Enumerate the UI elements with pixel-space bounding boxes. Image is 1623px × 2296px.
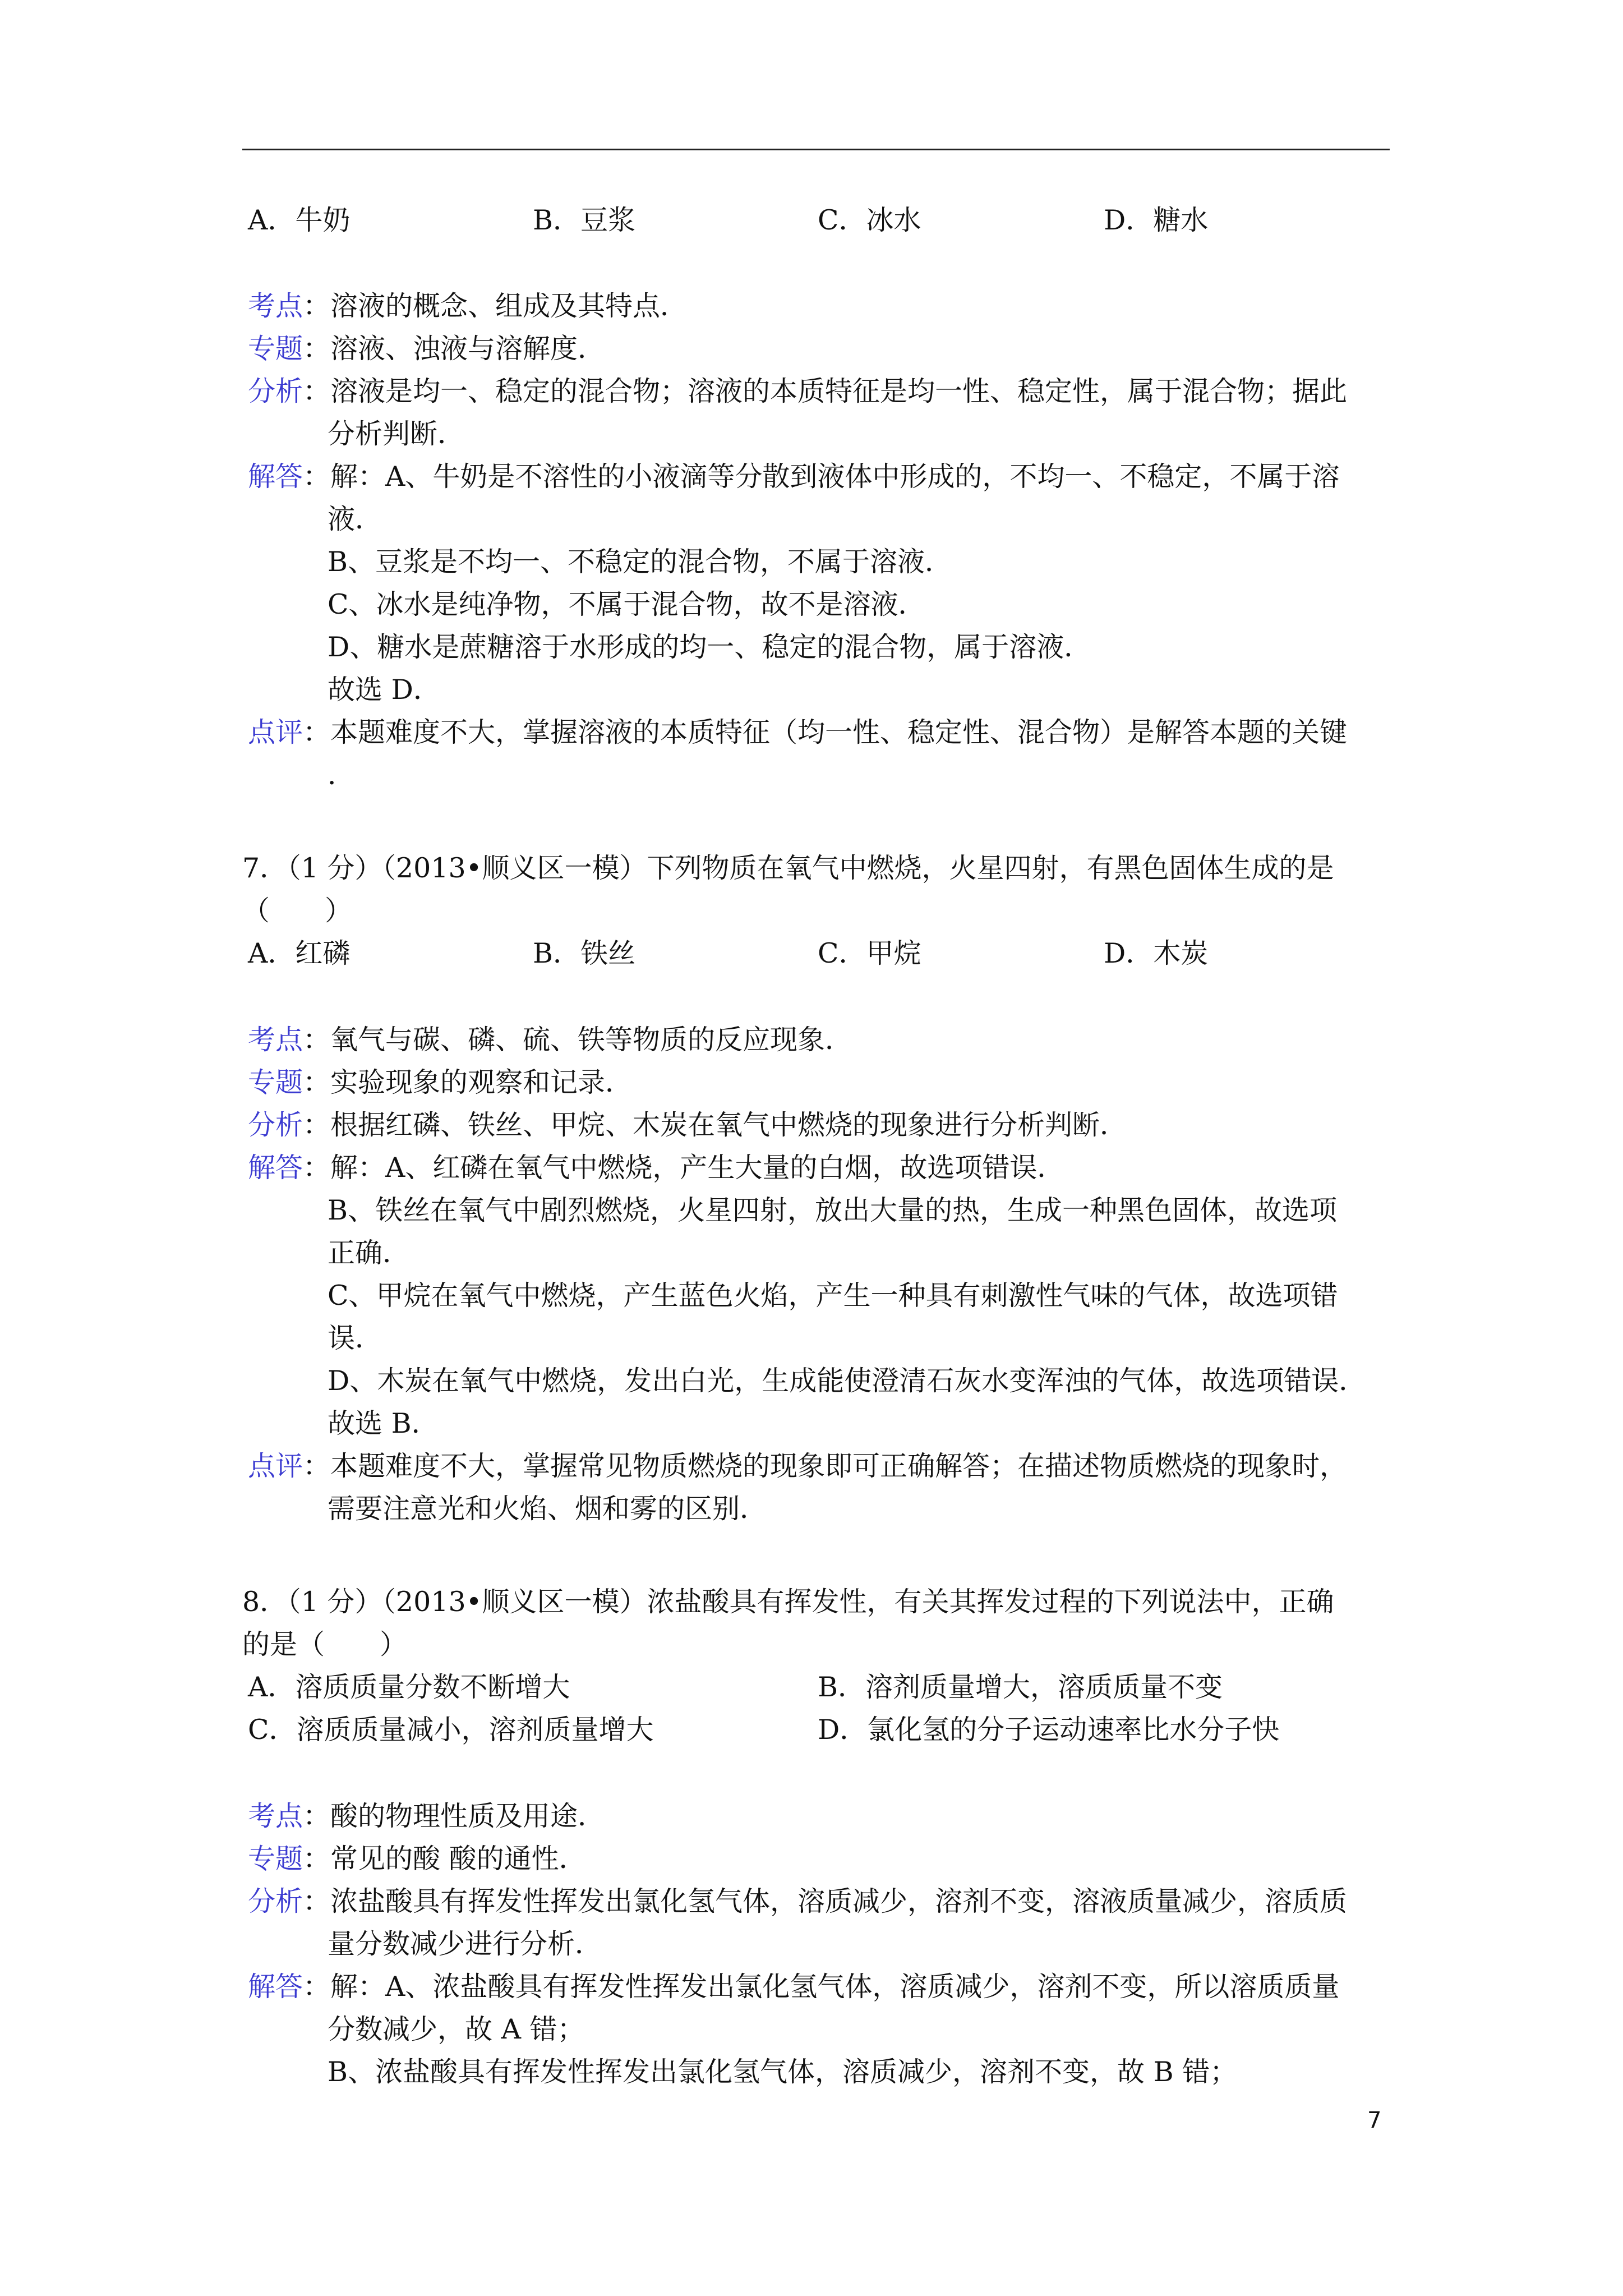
q7-kaodian	[248, 1019, 852, 1061]
q7-jieda	[248, 1147, 1064, 1189]
q6-jieda-line3: B、豆浆是不均一、不稳定的混合物，不属于溶液．	[328, 546, 953, 578]
q8-fenxi	[248, 1880, 1347, 1923]
q6-kaodian-text: ：溶液的概念、组成及其特点．	[303, 290, 688, 322]
q7-choice-b: B．铁丝	[533, 937, 636, 969]
q7-jieda-label: 解答	[248, 1152, 303, 1184]
q6-zhuanti-label: 专题	[248, 333, 303, 365]
q6-dianping-label: 点评	[248, 716, 303, 748]
q7-jieda-line4: C、甲烷在氧气中燃烧，产生蓝色火焰，产生一种具有刺激性气味的气体，故选项错	[328, 1280, 1338, 1312]
q6-fenxi-line1: ：溶液是均一、稳定的混合物；溶液的本质特征是均一性、稳定性，属于混合物；据此	[303, 375, 1348, 407]
q7-jieda-line7: 故选 B．	[328, 1407, 439, 1439]
q8-kaodian	[248, 1795, 605, 1838]
q8-jieda-line1: ：解：A、浓盐酸具有挥发性挥发出氯化氢气体，溶质减少，溶剂不变，所以溶质质量	[303, 1971, 1340, 2003]
q6-zhuanti	[248, 328, 605, 370]
q6-choice-d: D．糖水	[1104, 204, 1209, 236]
q7-title-line2: （ ）	[242, 895, 353, 927]
q8-choice-c: C．溶质质量减小，溶剂质量增大	[248, 1714, 654, 1746]
q8-title-line2: 的是（ ）	[242, 1628, 408, 1660]
q7-fenxi	[248, 1104, 1127, 1147]
q6-jieda	[248, 455, 1339, 498]
q7-jieda-line6: D、木炭在氧气中燃烧，发出白光，生成能使澄清石灰水变浑浊的气体，故选项错误．	[328, 1365, 1367, 1397]
q7-choice-d: D．木炭	[1104, 937, 1209, 969]
q6-choice-b: B．豆浆	[533, 204, 636, 236]
q7-jieda-line5: 误．	[328, 1322, 383, 1354]
q6-fenxi	[248, 370, 1347, 413]
q8-choice-a: A．溶质质量分数不断增大	[248, 1671, 570, 1703]
q6-dianping-line2: ．	[328, 759, 356, 791]
q8-fenxi-label: 分析	[248, 1885, 303, 1917]
q7-fenxi-label: 分析	[248, 1109, 303, 1141]
q7-zhuanti	[248, 1061, 633, 1104]
q8-kaodian-label: 考点	[248, 1800, 303, 1832]
q7-dianping	[248, 1445, 1347, 1488]
q8-choice-d: D．氯化氢的分子运动速率比水分子快	[818, 1714, 1280, 1746]
q7-fenxi-line1: ：根据红磷、铁丝、甲烷、木炭在氧气中燃烧的现象进行分析判断．	[303, 1109, 1128, 1141]
q7-choice-a: A．红磷	[248, 937, 351, 969]
q8-zhuanti-label: 专题	[248, 1843, 303, 1875]
q8-fenxi-line1: ：浓盐酸具有挥发性挥发出氯化氢气体，溶质减少，溶剂不变，溶液质量减少，溶质质	[303, 1885, 1348, 1917]
q8-zhuanti	[248, 1838, 587, 1880]
q8-jieda-label: 解答	[248, 1971, 303, 2003]
q7-jieda-line2: B、铁丝在氧气中剧烈燃烧，火星四射，放出大量的热，生成一种黑色固体，故选项	[328, 1194, 1338, 1226]
q8-fenxi-line2: 量分数减少进行分析．	[328, 1928, 603, 1960]
q8-kaodian-text: ：酸的物理性质及用途．	[303, 1800, 606, 1832]
q6-jieda-line4: C、冰水是纯净物，不属于混合物，故不是溶液．	[328, 588, 926, 620]
q8-title-line1: 8．（1 分）（2013•顺义区一模）浓盐酸具有挥发性，有关其挥发过程的下列说法中，正确	[242, 1586, 1334, 1618]
q6-jieda-label: 解答	[248, 461, 303, 493]
q8-choice-b: B．溶剂质量增大，溶质质量不变	[818, 1671, 1223, 1703]
q7-kaodian-text: ：氧气与碳、磷、硫、铁等物质的反应现象．	[303, 1024, 853, 1056]
q7-zhuanti-label: 专题	[248, 1066, 303, 1098]
q7-jieda-line3: 正确．	[328, 1237, 411, 1269]
q8-zhuanti-text: ：常见的酸 酸的通性．	[303, 1843, 587, 1875]
q6-choice-c: C．冰水	[818, 204, 921, 236]
q6-kaodian	[248, 285, 688, 328]
q8-jieda-line3: B、浓盐酸具有挥发性挥发出氯化氢气体，溶质减少，溶剂不变，故 B 错；	[328, 2056, 1238, 2088]
q8-jieda	[248, 1966, 1339, 2008]
q6-dianping	[248, 711, 1347, 754]
q7-kaodian-label: 考点	[248, 1024, 303, 1056]
page-number: 7	[1367, 2108, 1382, 2133]
q7-title-line1: 7．（1 分）（2013•顺义区一模）下列物质在氧气中燃烧，火星四射，有黑色固体生成的是	[242, 852, 1334, 884]
q6-jieda-line1: ：解：A、牛奶是不溶性的小液滴等分散到液体中形成的，不均一、不稳定，不属于溶	[303, 461, 1340, 493]
q7-dianping-label: 点评	[248, 1450, 303, 1482]
q6-jieda-line6: 故选 D．	[328, 674, 441, 706]
q7-dianping-line2: 需要注意光和火焰、烟和雾的区别．	[328, 1493, 768, 1525]
q6-choice-a: A．牛奶	[248, 204, 351, 236]
q6-fenxi-label: 分析	[248, 375, 303, 407]
q7-zhuanti-text: ：实验现象的观察和记录．	[303, 1066, 633, 1098]
q7-jieda-line1: ：解：A、红磷在氧气中燃烧，产生大量的白烟，故选项错误．	[303, 1152, 1065, 1184]
q6-zhuanti-text: ：溶液、浊液与溶解度．	[303, 333, 606, 365]
q8-jieda-line2: 分数减少，故 A 错；	[328, 2013, 585, 2045]
header-rule	[242, 149, 1390, 150]
q6-jieda-line2: 液．	[328, 503, 383, 535]
q6-kaodian-label: 考点	[248, 290, 303, 322]
q6-fenxi-line2: 分析判断．	[328, 418, 465, 450]
q7-dianping-line1: ：本题难度不大，掌握常见物质燃烧的现象即可正确解答；在描述物质燃烧的现象时，	[303, 1450, 1348, 1482]
q6-jieda-line5: D、糖水是蔗糖溶于水形成的均一、稳定的混合物，属于溶液．	[328, 631, 1092, 663]
q7-choice-c: C．甲烷	[818, 937, 921, 969]
q6-dianping-line1: ：本题难度不大，掌握溶液的本质特征（均一性、稳定性、混合物）是解答本题的关键	[303, 716, 1348, 748]
